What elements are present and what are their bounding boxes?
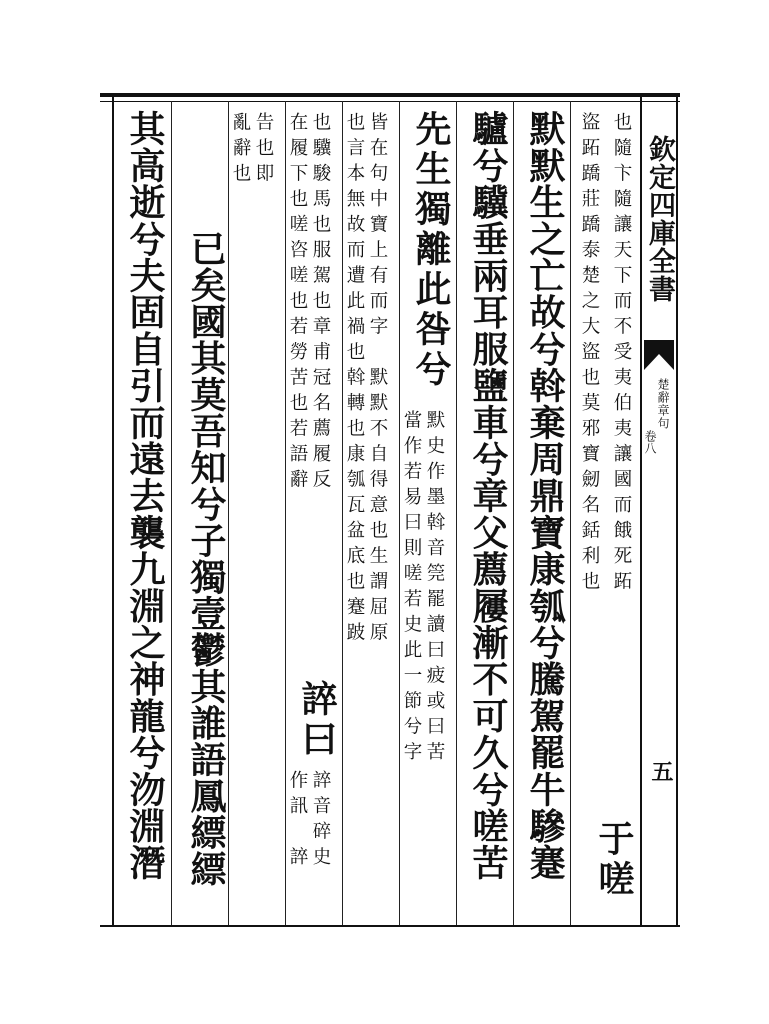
commentary-line: 皆在句中寶上有而字 默默不自得意也生謂屈原 [367, 112, 388, 648]
column-rule [456, 101, 457, 925]
gutter-right-rule [676, 97, 678, 927]
commentary-line: 默史作墨斡音筦罷讀曰疲或曰苦 [424, 410, 445, 767]
main-text-line: 先生獨離此咎兮 [410, 110, 452, 390]
column-rule [570, 101, 571, 925]
gutter-left-rule [640, 97, 642, 927]
commentary-line: 也隨卞隨讓天下而不受夷伯夷讓國而餓死跖 [611, 112, 632, 597]
commentary-line: 作訊 誶 [287, 770, 308, 872]
commentary-line: 當作若易曰則嗟若史此一節兮字 [401, 410, 422, 767]
commentary-line: 在履下也嗟咨嗟也若勞苦也若語辭 [287, 112, 308, 495]
collection-title: 欽定四庫全書 [644, 135, 675, 303]
main-text-line: 默默生之亡故兮斡棄周鼎寶康瓠兮騰駕罷牛驂蹇 [524, 110, 566, 881]
main-text-line: 已矣國其莫吾知兮子獨壹鬱其誰語鳳縹縹 [185, 230, 227, 887]
left-border-rule [112, 97, 114, 927]
main-text-line: 驢兮驥垂兩耳服鹽車兮章父薦屨漸不可久兮嗟苦 [467, 110, 509, 881]
commentary-line: 也驥駿馬也服駕也章甫冠名薦履反 [310, 112, 331, 495]
top-inner-rule [100, 101, 680, 102]
fishtail-mark-icon [642, 336, 676, 372]
column-rule [171, 101, 172, 925]
column-rule [513, 101, 514, 925]
page-number: 五 [648, 760, 674, 782]
main-text-line: 其高逝兮夫固自引而遠去襲九淵之神龍兮沕淵潛 [124, 110, 166, 881]
commentary-line: 告也即 [253, 112, 274, 189]
commentary-line: 亂辭也 [230, 112, 251, 189]
commentary-line: 盜跖蹻莊蹻泰楚之大盜也莫邪寶劒名銛利也 [579, 112, 600, 597]
main-text-line: 誶曰 [296, 680, 338, 760]
commentary-line: 誶音碎史 [310, 770, 331, 872]
volume-label: 卷八 [643, 430, 657, 454]
top-border-rule [100, 93, 680, 97]
bottom-border-rule [100, 925, 680, 927]
main-text-line: 于嗟 [593, 820, 635, 900]
commentary-line: 也言本無故而遭此禍也斡轉也康瓠瓦盆底也蹇跛 [344, 112, 365, 648]
book-title: 楚辭章句 [656, 378, 670, 430]
